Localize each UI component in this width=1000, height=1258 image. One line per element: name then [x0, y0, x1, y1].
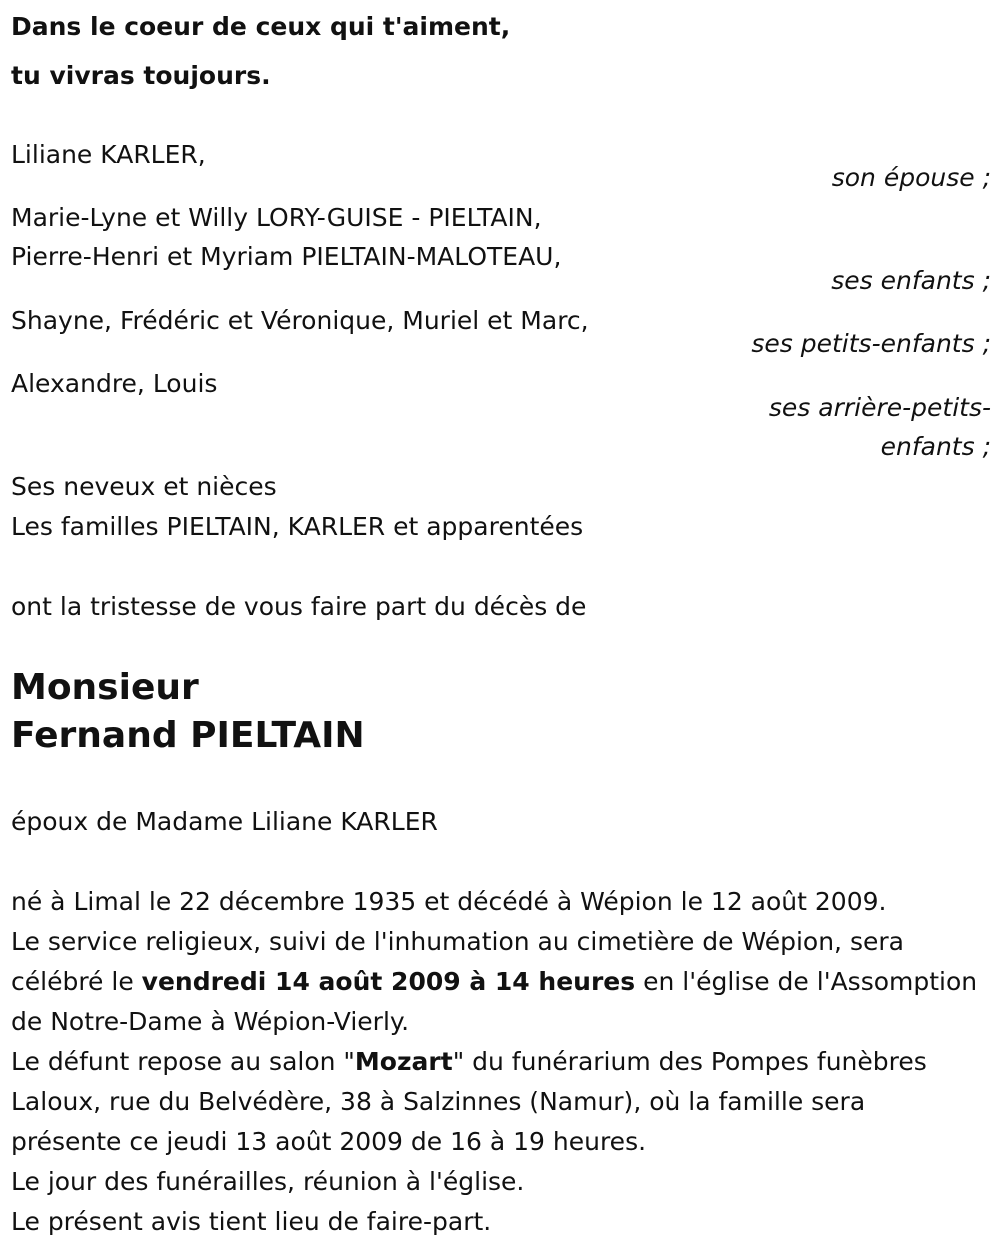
others-line-2: Les familles PIELTAIN, KARLER et apparentées — [11, 512, 584, 541]
reunion-line: Le jour des funérailles, réunion à l'église. — [11, 1167, 525, 1196]
rest-line-3: présente ce jeudi 13 août 2009 de 16 à 19 heures. — [11, 1127, 647, 1156]
born-died-line: né à Limal le 22 décembre 1935 et décédé à Wépion le 12 août 2009. — [11, 887, 887, 916]
announcement-text: ont la tristesse de vous faire part du décès de — [11, 592, 587, 621]
rest-line-1-pre: Le défunt repose au salon " — [11, 1047, 355, 1076]
family-children-relation: ses enfants ; — [831, 266, 991, 295]
service-date-time: vendredi 14 août 2009 à 14 heures — [141, 967, 636, 996]
deceased-name: Fernand PIELTAIN — [11, 715, 365, 756]
epigraph-line-1: Dans le coeur de ceux qui t'aiment, — [11, 12, 511, 41]
epigraph-line-2: tu vivras toujours. — [11, 61, 271, 90]
family-spouse-name: Liliane KARLER, — [11, 140, 206, 169]
service-line-3: de Notre-Dame à Wépion-Vierly. — [11, 1007, 410, 1036]
family-great-grandchildren-names: Alexandre, Louis — [11, 369, 218, 398]
deceased-title: Monsieur — [11, 667, 199, 708]
salon-name: Mozart — [354, 1047, 453, 1076]
service-line-2-pre: célébré le — [11, 967, 142, 996]
family-grandchildren-relation: ses petits-enfants ; — [751, 329, 991, 358]
family-child-1: Marie-Lyne et Willy LORY-GUISE - PIELTAIN, — [11, 203, 542, 232]
rest-line-1-post: " du funérarium des Pompes funèbres — [452, 1047, 927, 1076]
family-great-grandchildren-relation-2: enfants ; — [880, 432, 991, 461]
rest-line-1 — [11, 1042, 927, 1082]
service-line-1: Le service religieux, suivi de l'inhumation au cimetière de Wépion, sera — [11, 927, 904, 956]
family-grandchildren-names: Shayne, Frédéric et Véronique, Muriel et Marc, — [11, 306, 589, 335]
others-line-1: Ses neveux et nièces — [11, 472, 277, 501]
spouse-line: époux de Madame Liliane KARLER — [11, 807, 438, 836]
family-spouse-relation: son épouse ; — [831, 163, 991, 192]
notice-line: Le présent avis tient lieu de faire-part. — [11, 1207, 492, 1236]
family-child-2: Pierre-Henri et Myriam PIELTAIN-MALOTEAU, — [11, 242, 562, 271]
family-great-grandchildren-relation-1: ses arrière-petits- — [768, 393, 991, 422]
service-line-2 — [11, 962, 977, 1002]
service-line-2-post: en l'église de l'Assomption — [635, 967, 978, 996]
rest-line-2: Laloux, rue du Belvédère, 38 à Salzinnes (Namur), où la famille sera — [11, 1087, 866, 1116]
